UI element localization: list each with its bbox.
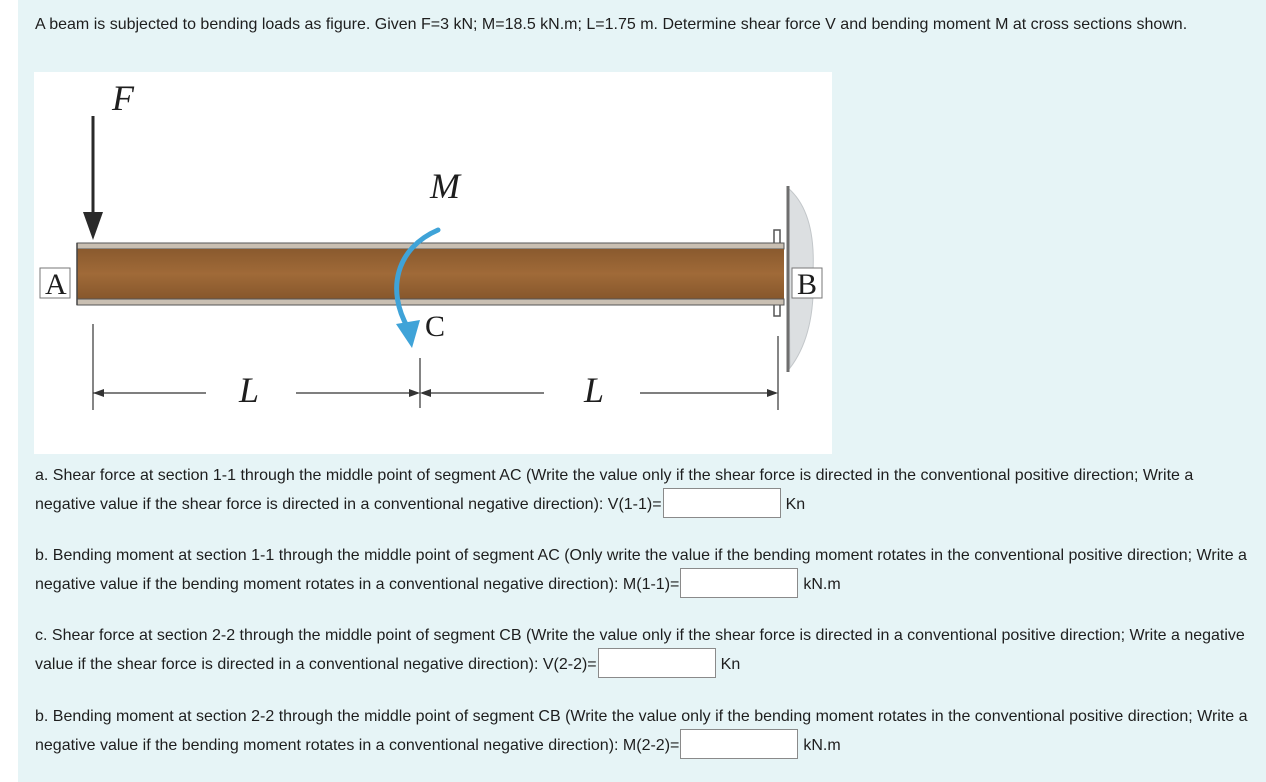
question-b [35,541,1250,599]
answer-v-2-2-input[interactable] [598,648,716,678]
beam-figure [34,72,832,454]
answer-v-1-1-input[interactable] [663,488,781,518]
question-b-prompt: b. Bending moment at section 1-1 through the middle point of segment AC (Only write the value if the bending moment rotates in the conventional positive direction; Write a negative value if the bending moment rotates in a conventional negative direction): M(1-1)= [35,547,1247,593]
question-c-unit: Kn [720,656,741,673]
answer-m-1-1-input[interactable] [680,568,798,598]
question-c [35,621,1250,679]
beam [77,243,784,305]
force-f-arrow [83,116,103,240]
question-a [35,461,1250,519]
label-l-right: L [584,370,605,410]
label-b: B [797,268,818,301]
beam-diagram-svg [34,72,832,454]
label-a: A [45,268,67,301]
label-l-left: L [239,370,260,410]
question-d [35,702,1250,760]
question-b-unit: kN.m [803,576,841,593]
question-a-unit: Kn [785,496,806,513]
problem-statement: A beam is subjected to bending loads as figure. Given F=3 kN; M=18.5 kN.m; L=1.75 m. Determine shear force V and bending moment M at cross sections shown. [35,16,1188,33]
bolt-top [774,230,780,244]
question-d-unit: kN.m [803,737,841,754]
question-d-prompt: b. Bending moment at section 2-2 through the middle point of segment CB (Write the value only if the bending moment rotates in the conventional positive direction; Write a negative value if the bending moment rotates in a conventional negative direction): M(2-2)= [35,708,1248,754]
question-a-prompt: a. Shear force at section 1-1 through the middle point of segment AC (Write the value only if the shear force is directed in the conventional positive direction; Write a negative value if the shear force is directed in a conventional negative direction): V(1-1)= [35,467,1194,513]
answer-m-2-2-input[interactable] [680,729,798,759]
question-c-prompt: c. Shear force at section 2-2 through the middle point of segment CB (Write the value only if the shear force is directed in a conventional positive direction; Write a negative value if the shear force is directed in a conventional negative direction): V(2-2)= [35,627,1245,673]
label-f: F [112,78,134,118]
label-c: C [425,310,446,343]
label-m: M [430,166,460,206]
